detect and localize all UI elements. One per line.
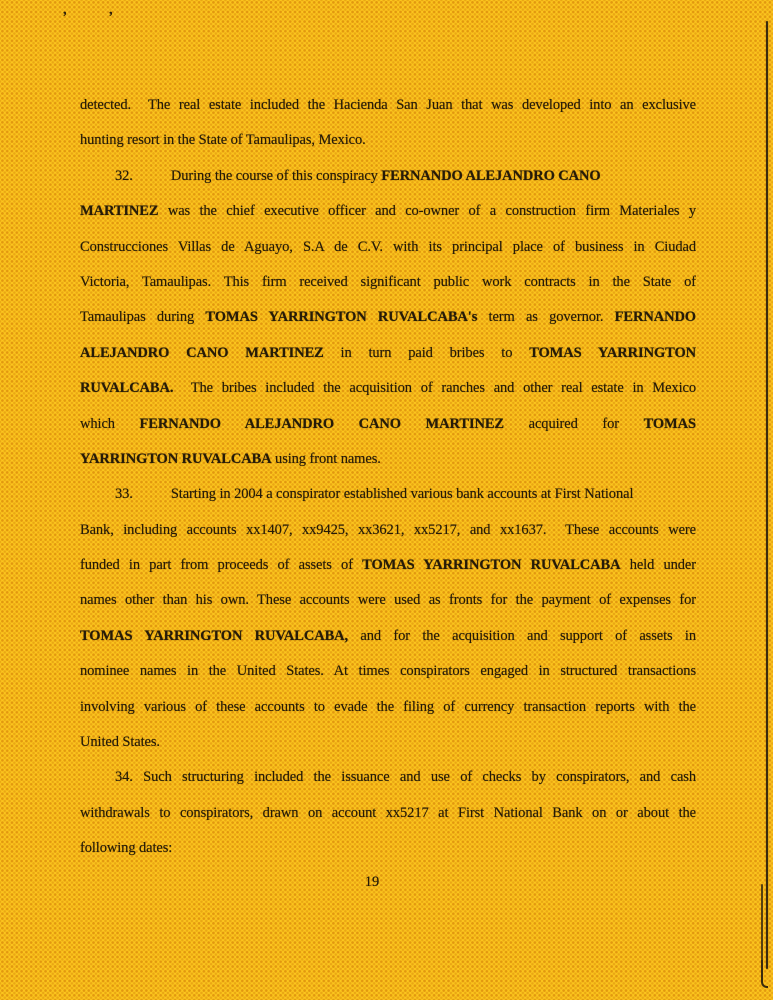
bold-name-text: TOMAS [643,415,696,432]
document-line [80,690,696,725]
document-line [80,654,696,689]
text-segment: 34. Such structuring included the issuance and use of checks by conspirators, and cash [115,769,696,786]
document-line [80,371,696,406]
text-segment: involving various of these accounts to evade the filing of currency transaction reports with the [80,698,696,715]
text-segment: and for the acquisition and support of assets in [348,627,696,644]
text-segment: in turn paid bribes to [323,344,530,361]
text-segment: was the chief executive officer and co-owner of a construction firm Materiales y [158,203,696,220]
bold-name-text: RUVALCABA. [80,380,174,397]
scan-edge-line [766,21,768,969]
text-segment: using front names. [271,450,381,467]
text-segment: term as governor. [477,309,615,326]
document-line [80,725,696,760]
document-line [80,513,696,548]
document-line [80,583,696,618]
document-line [80,548,696,583]
bold-name-text: FERNANDO ALEJANDRO CANO [381,167,601,184]
page-number: 19 [364,874,380,890]
document-line [80,88,696,123]
bold-name-text: TOMAS YARRINGTON [529,344,696,361]
text-segment: hunting resort in the State of Tamaulipas, Mexico. [80,132,366,149]
text-segment: which [80,415,140,432]
document-line [80,407,696,442]
bold-name-text: MARTINEZ [80,203,159,220]
text-segment: detected. The real estate included the Hacienda San Juan that was developed into an exclusive [80,97,696,113]
text-segment: withdrawals to conspirators, drawn on account xx5217 at First National Bank on or about the [80,804,696,821]
bold-name-text: FERNANDO [614,309,696,326]
text-segment: Starting in 2004 a conspirator established various bank accounts at First National [170,486,634,503]
text-segment: During the course of this conspiracy [170,167,382,184]
bold-name-text: TOMAS YARRINGTON RUVALCABA's [205,309,478,326]
stray-ink-mark: ’ [61,9,69,26]
bold-name-text: TOMAS YARRINGTON RUVALCABA, [80,627,349,644]
text-segment: 33. [115,486,133,503]
bold-name-text: YARRINGTON RUVALCABA [80,450,272,467]
text-segment: The bribes included the acquisition of ranches and other real estate in Mexico [173,380,696,397]
scan-edge-line-secondary [761,884,763,970]
bold-name-text: ALEJANDRO CANO MARTINEZ [80,344,324,361]
document-line [80,230,696,265]
text-segment: names other than his own. These accounts were used as fronts for the payment of expenses for [80,592,696,609]
text-segment: acquired for [504,415,644,432]
document-line [80,477,696,512]
document-line [80,442,696,477]
document-line [80,159,696,194]
text-segment: Tamaulipas during [80,309,206,326]
stray-ink-mark: ’ [107,9,115,26]
document-line [80,123,696,158]
document-line [80,796,696,831]
text-segment: 32. [115,167,133,184]
bold-name-text: TOMAS YARRINGTON RUVALCABA [362,557,621,574]
text-segment: Bank, including accounts xx1407, xx9425, xx3621, xx5217, and xx1637. These accounts were [80,521,696,538]
document-body-text [80,88,696,867]
document-line [80,265,696,300]
text-segment: United States. [80,734,160,751]
text-segment: funded in part from proceeds of assets of [80,557,363,574]
document-line [80,336,696,371]
document-line [80,760,696,795]
text-segment: held under [620,557,696,574]
text-segment: Victoria, Tamaulipas. This firm received significant public work contracts in the State of [80,273,696,290]
bold-name-text: FERNANDO ALEJANDRO CANO MARTINEZ [139,415,505,432]
document-line [80,831,696,866]
text-segment: nominee names in the United States. At times conspirators engaged in structured transactions [80,663,696,680]
document-line [80,300,696,335]
text-segment: Construcciones Villas de Aguayo, S.A de C.V. with its principal place of business in Ciudad [80,238,696,255]
document-line [80,194,696,229]
document-line [80,619,696,654]
scan-edge-curve [761,960,768,988]
text-segment: following dates: [80,840,173,857]
